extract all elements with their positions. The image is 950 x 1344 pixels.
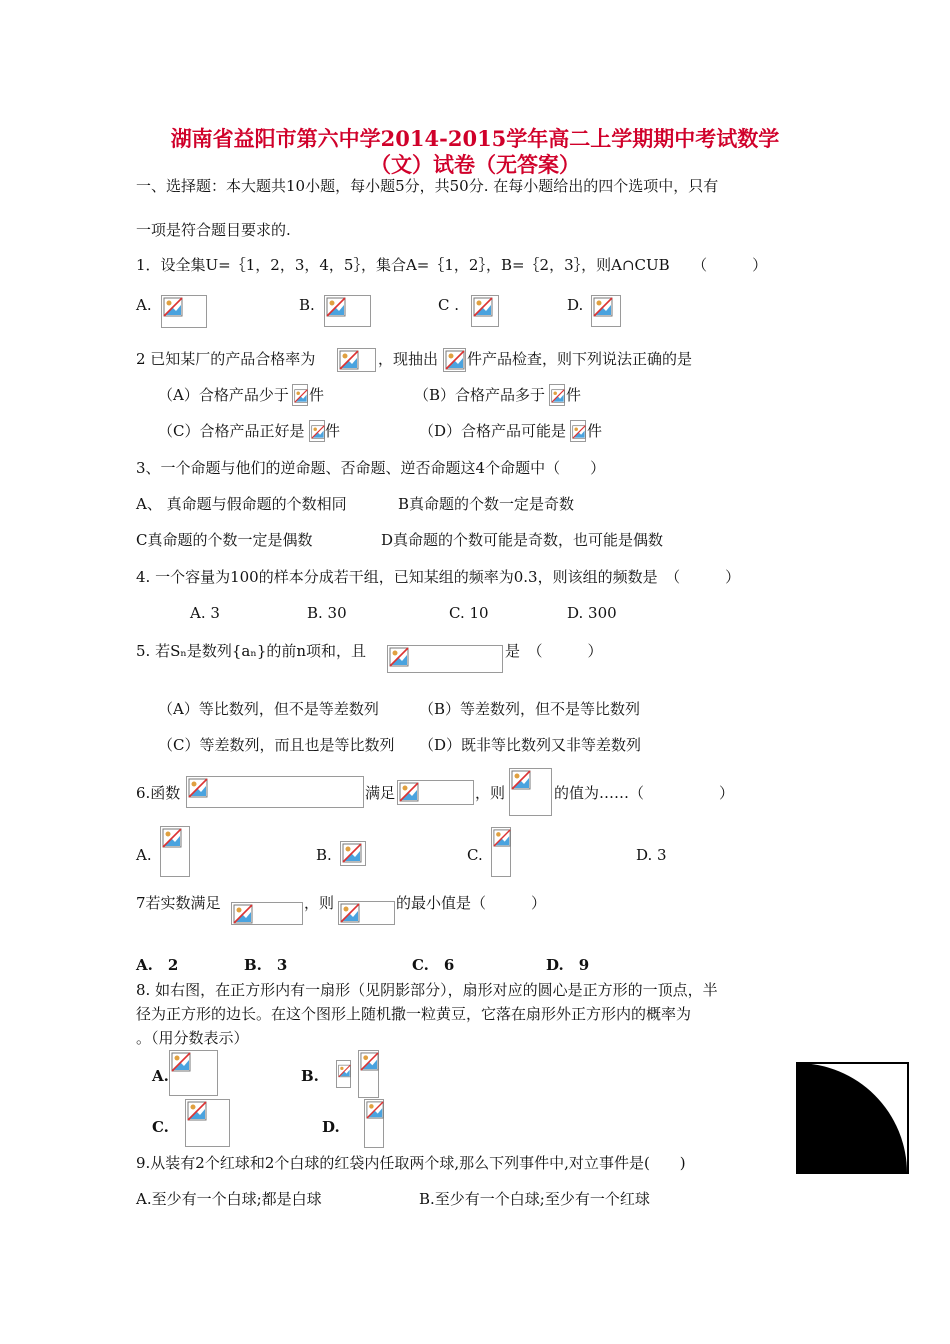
- q2-option-c: （C）合格产品正好是: [158, 422, 305, 440]
- q8-stem-line2: 径为正方形的边长。在这个图形上随机撒一粒黄豆，它落在扇形外正方形内的概率为: [136, 1005, 692, 1023]
- document-title-line1: 湖南省益阳市第六中学2014-2015学年高二上学期期中考试数学: [170, 126, 780, 151]
- q8-stem-line1: 8. 如右图，在正方形内有一扇形（见阴影部分），扇形对应的圆心是正方形的一顶点，半: [136, 981, 718, 999]
- broken-image-icon: [160, 826, 190, 877]
- q8-option-a: A.: [152, 1067, 169, 1085]
- q2-stem-b: ，现抽出: [378, 350, 439, 368]
- q4-option-b: B. 30: [307, 604, 347, 622]
- q3-option-a: A、 真命题与假命题的个数相同: [136, 495, 347, 513]
- q5-option-d: （D）既非等比数列又非等差数列: [419, 736, 642, 754]
- broken-image-icon: [364, 1099, 384, 1148]
- broken-image-icon: [570, 420, 586, 442]
- q2-option-d: （D）合格产品可能是: [419, 422, 567, 440]
- broken-image-icon: [397, 780, 474, 805]
- broken-image-icon: [491, 827, 511, 877]
- q6-option-b: B.: [316, 846, 332, 864]
- q2-unit-c: 件: [325, 422, 341, 440]
- q5-stem-b: 是 （ ）: [505, 642, 603, 660]
- q3-option-b: B真命题的个数一定是奇数: [398, 495, 575, 513]
- q6-stem-b: 满足: [365, 784, 396, 802]
- q8-option-d: D.: [322, 1118, 340, 1136]
- q2-unit-b: 件: [566, 386, 582, 404]
- section-intro-cont: 一项是符合题目要求的.: [136, 221, 291, 239]
- square-sector-figure: [796, 1062, 910, 1175]
- broken-image-icon: [387, 645, 503, 673]
- q3-option-c: C真命题的个数一定是偶数: [136, 531, 313, 549]
- q5-option-c: （C）等差数列，而且也是等比数列: [158, 736, 395, 754]
- q7-stem: 7若实数满足: [136, 894, 221, 912]
- q5-option-b: （B）等差数列，但不是等比数列: [419, 700, 641, 718]
- broken-image-icon: [443, 348, 466, 372]
- broken-image-icon: [169, 1050, 218, 1096]
- q3-option-d: D真命题的个数可能是奇数，也可能是偶数: [381, 531, 664, 549]
- q8-stem-line3: 。（用分数表示）: [136, 1029, 249, 1047]
- broken-image-icon: [185, 1099, 230, 1147]
- q1-option-c: C .: [438, 296, 460, 314]
- q6-stem: 6.函数: [136, 784, 181, 802]
- q7-option-c: C. 6: [412, 956, 455, 974]
- q3-stem: 3、一个命题与他们的逆命题、否命题、逆否命题这4个命题中（ ）: [136, 459, 606, 477]
- q7-option-d: D. 9: [546, 956, 590, 974]
- q9-option-a: A.至少有一个白球;都是白球: [136, 1190, 322, 1208]
- q2-stem: 2 已知某厂的产品合格率为: [136, 350, 316, 368]
- q1-option-b: B.: [299, 296, 315, 314]
- q8-option-c: C.: [152, 1118, 169, 1136]
- q2-unit-a: 件: [309, 386, 325, 404]
- broken-image-icon: [358, 1050, 379, 1098]
- q7-stem-c: 的最小值是（ ）: [396, 894, 547, 912]
- q6-stem-c: ，则: [475, 784, 506, 802]
- broken-image-icon: [161, 295, 207, 328]
- section-intro: 一、选择题：本大题共10小题，每小题5分，共50分. 在每小题给出的四个选项中，只有: [136, 177, 719, 195]
- q7-option-a: A. 2: [136, 956, 179, 974]
- q2-stem-c: 件产品检查，则下列说法正确的是: [467, 350, 693, 368]
- q7-option-b: B. 3: [244, 956, 288, 974]
- q4-stem: 4. 一个容量为100的样本分成若干组，已知某组的频率为0.3，则该组的频数是 （ ）: [136, 568, 741, 586]
- q5-option-a: （A）等比数列，但不是等差数列: [158, 700, 379, 718]
- broken-image-icon: [337, 348, 376, 372]
- q4-option-a: A. 3: [190, 604, 220, 622]
- q2-unit-d: 件: [587, 422, 603, 440]
- broken-image-icon: [591, 295, 621, 327]
- q1-option-a: A.: [136, 296, 152, 314]
- q9-option-b: B.至少有一个白球;至少有一个红球: [419, 1190, 650, 1208]
- broken-image-icon: [186, 776, 364, 808]
- broken-image-icon: [231, 902, 303, 925]
- broken-image-icon: [309, 420, 325, 442]
- q2-option-b: （B）合格产品多于: [414, 386, 546, 404]
- q2-option-a: （A）合格产品少于: [158, 386, 289, 404]
- broken-image-icon: [292, 384, 308, 406]
- document-title-line2: （文）试卷（无答案）: [370, 152, 580, 177]
- broken-image-icon: [509, 768, 552, 816]
- q6-stem-d: 的值为……（ ）: [554, 784, 735, 802]
- broken-image-icon: [336, 1060, 351, 1088]
- q5-stem: 5. 若Sₙ是数列{aₙ}的前n项和，且: [136, 642, 367, 660]
- broken-image-icon: [338, 901, 395, 925]
- q7-stem-b: ，则: [304, 894, 335, 912]
- q8-option-b: B.: [301, 1067, 319, 1085]
- broken-image-icon: [549, 384, 565, 406]
- q1-stem: 1．设全集U=｛1，2，3，4，5｝，集合A=｛1，2｝，B=｛2，3｝，则A∩CUB （ ）: [136, 256, 768, 274]
- q4-option-d: D. 300: [567, 604, 617, 622]
- q9-stem: 9.从装有2个红球和2个白球的红袋内任取两个球,那么下列事件中,对立事件是( ): [136, 1154, 686, 1172]
- q1-option-d: D.: [567, 296, 584, 314]
- broken-image-icon: [471, 295, 499, 327]
- broken-image-icon: [324, 295, 371, 327]
- q6-option-c: C.: [467, 846, 483, 864]
- q6-option-d: D. 3: [636, 846, 667, 864]
- broken-image-icon: [340, 841, 366, 866]
- q6-option-a: A.: [136, 846, 152, 864]
- q4-option-c: C. 10: [449, 604, 489, 622]
